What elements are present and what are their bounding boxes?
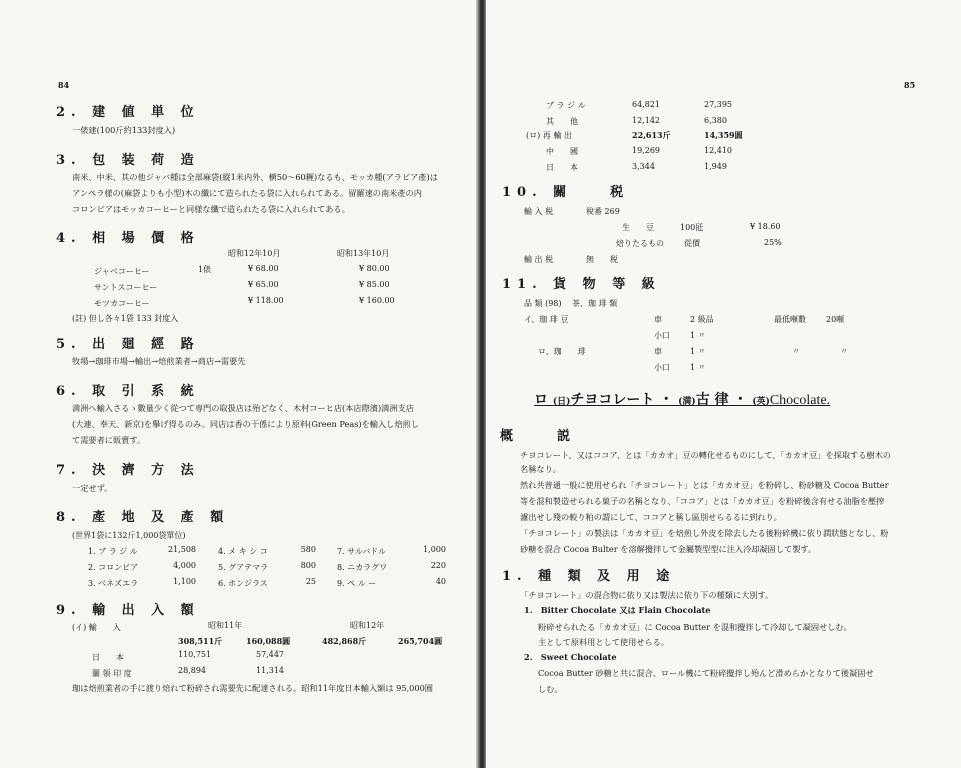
section-heading-5: 5. 出 廻 經 路: [56, 337, 200, 352]
trade-label: (イ) 輸 入: [72, 623, 121, 632]
title-tag-jp: (日): [552, 397, 571, 407]
trade-value: 64,821: [632, 100, 660, 109]
section-heading-2: 2. 建 値 単 位: [56, 105, 200, 120]
price-value: ¥ 65.00: [248, 280, 279, 289]
freight-min-value: 20噸: [826, 315, 845, 324]
production-country: 7. サルバドル: [337, 547, 387, 556]
overview-line: 名稱なり。: [520, 464, 561, 474]
type-title: 1. Bitter Chocolate 又は Flain Chocolate: [524, 605, 711, 615]
price-col-header: 昭和12年10月: [228, 249, 281, 258]
section-heading-8: 8. 產 地 及 產 額: [56, 510, 230, 525]
tariff-unit: 從價: [684, 239, 700, 248]
production-country: 4. メ キ シ コ: [218, 547, 268, 556]
production-value: 800: [300, 561, 316, 570]
price-value: ¥ 80.00: [359, 264, 390, 273]
trade-value: 12,410: [704, 146, 732, 155]
trade-value: 19,269: [632, 146, 660, 155]
trade-value: 11,314: [256, 666, 284, 675]
production-country: 8. ニカラグワ: [337, 563, 388, 572]
trade-total: 160,088圓: [246, 636, 291, 646]
trade-value: 57,447: [256, 650, 284, 659]
trade-row-name: 蘭 領 印 度: [92, 669, 132, 678]
right-page: [486, 0, 961, 768]
type-line: Cocoa Butter 砂糖と共に混合、ロール機にて粉碎攪拌し殆んど滑めらかとなりて後凝固せ: [538, 668, 874, 678]
price-row-name: サントスコーヒー: [94, 283, 158, 292]
section-text-2: 一俵建(100斤約133封度入): [72, 125, 176, 135]
tariff-item: 生 豆: [622, 223, 654, 232]
section-line: て需要者に販賣す。: [72, 435, 146, 445]
trade-value: 110,751: [178, 650, 212, 659]
type-line: 粉碎せられたる「カカオ豆」に Cocoa Butter を混和攪拌して冷却して凝固せしむ。: [538, 622, 852, 632]
freight-item: ロ、珈 琲: [538, 347, 586, 356]
section-line: (大連、奉天、新京)を擧げ得るのみ。同店は香の干係により原料(Green Peas)を輸入し焙煎し: [72, 419, 419, 429]
title-prefix: ロ: [534, 392, 548, 408]
section-text-5: 牧場→珈琲市場→輸出→焙煎業者→商店→需要先: [72, 356, 246, 366]
overview-line: チヨコレート、又はココア、とは「カカオ」豆の轉化せるものにして、「カカオ豆」を採取する樹木の: [520, 450, 891, 460]
price-value: ¥ 85.00: [359, 280, 390, 289]
trade-value: 12,142: [632, 116, 660, 125]
price-row-name: ジャベコーヒー: [94, 267, 150, 276]
section-heading-11: 11. 貨 物 等 級: [502, 277, 661, 292]
title-name-mn: 古 律: [695, 392, 729, 408]
section-line: 南米、中米、其の他ジャバ種は全部麻袋(縦1米内外、横50～60糎)なるも、モッカ種(アラビア產)は: [72, 172, 438, 182]
section-heading-7: 7. 決 濟 方 法: [56, 463, 200, 478]
overview-line: 濾出せし殘の較り粕の謂にして、ココアと稱し區別せらるるに到れり。: [520, 512, 782, 522]
trade-value: 1,949: [704, 162, 727, 171]
trade-year: 昭和12年: [350, 621, 385, 630]
title-tag-mn: (満): [678, 397, 696, 407]
trade-value: 28,894: [178, 666, 206, 675]
types-intro: 「チヨコレート」の混合物に依り又は製法に依り下の種類に大別す。: [520, 590, 774, 600]
freight-grade: 2 級品: [690, 315, 714, 324]
trade-value: 3,344: [632, 162, 655, 171]
overview-heading: 概 説: [500, 429, 577, 444]
trade-row-name: ブ ラ ジ ル: [546, 101, 586, 110]
page-number: 84: [58, 80, 70, 90]
trade-row-name: 其 他: [546, 117, 578, 126]
section-heading-9: 9. 輸 出 入 額: [56, 603, 200, 618]
production-value: 4,000: [173, 561, 196, 570]
price-value: ¥ 118.00: [248, 296, 284, 305]
type-line: しむ。: [538, 684, 563, 694]
title-name-en: Chocolate.: [769, 393, 831, 408]
section-line: アンペラ様の(麻袋よりも小型)木の纖にて造られたる袋に入れられてある。留羅速の南米產の内: [72, 188, 422, 198]
production-value: 25: [305, 577, 316, 586]
section-line: 満洲へ輸入さるゝ數量少く從つて専門の取扱店は殆どなく、木村コーヒ店(本店際濱)満洲支店: [72, 403, 414, 413]
production-value: 21,508: [168, 545, 196, 554]
trade-value: 14,359圓: [704, 130, 743, 140]
chocolate-title: ロ (日)チヨコレート ・ (満)古 律 ・ (英)Chocolate.: [534, 392, 831, 408]
production-country: 6. ホンジラス: [218, 579, 268, 588]
trade-value: 22,613斤: [632, 130, 671, 140]
trade-year: 昭和11年: [208, 621, 243, 630]
trade-value: 27,395: [704, 100, 732, 109]
freight-grade: 1 〃: [690, 363, 706, 372]
overview-line: 等を混和製造せられる菓子の名稱となり、「ココア」とは「カカオ豆」を粉碎後含有せる油脂を壓搾: [520, 496, 885, 506]
production-country: 5. グアテマラ: [218, 563, 269, 572]
production-country: 3. ベネズエラ: [88, 579, 139, 588]
freight-category: 品 類 (98) 茶、珈 琲 類: [524, 299, 618, 308]
title-name-jp: チヨコレート: [570, 392, 655, 408]
overview-line: 砂糖を混合 Cocoa Bulter を溶解攪拌して金屬製型型に注入冷却凝固して製す。: [520, 544, 817, 554]
tariff-item: 焙りたるもの: [616, 239, 664, 248]
tariff-label: 輸 入 税: [524, 207, 554, 216]
trade-row-name: 日 本: [546, 163, 578, 172]
overview-line: 然れ共普通一般に使用せられ「チヨコレート」とは「カカオ豆」を粉碎し、粉砂糖及 Cocoa Butter: [520, 480, 889, 490]
production-value: 40: [435, 577, 446, 586]
section-heading-10: 10. 關 税: [502, 185, 630, 200]
freight-min-value: 〃: [840, 347, 848, 356]
production-value: 1,100: [173, 577, 196, 586]
freight-grade: 1 〃: [690, 347, 706, 356]
overview-line: 「チヨコレート」の製法は「カカオ豆」を焙煎し外皮を除去したる後粉碎機に依り潤狀態となし、粉: [520, 528, 889, 538]
production-note: (世界1袋に132斤1,000袋單位): [72, 531, 186, 540]
freight-min-label: 最低噸數: [774, 315, 806, 324]
section-line: コロンビアはモッカコーヒーと同様な纖で造られたる袋に入れられてある。: [72, 204, 350, 214]
trade-total: 482,868斤: [322, 636, 367, 646]
production-value: 580: [300, 545, 316, 554]
trade-total: 308,511斤: [178, 636, 223, 646]
section-text-7: 一定せず。: [72, 483, 113, 493]
price-row-unit: 1俵: [198, 265, 212, 274]
price-row-name: モツカコーヒー: [94, 299, 150, 308]
freight-mode: 車: [654, 315, 662, 324]
section-heading-6: 6. 取 引 系 統: [56, 384, 200, 399]
tariff-rate: 25%: [764, 238, 782, 247]
production-country: 2. コロンビア: [88, 563, 139, 572]
freight-grade: 1 〃: [690, 331, 706, 340]
trade-row-name: (ロ) 再 輸 出: [526, 131, 572, 140]
price-value: ¥ 68.00: [248, 264, 279, 273]
freight-min-label: 〃: [792, 347, 800, 356]
tariff-label: 輸 出 税: [524, 255, 554, 264]
trade-row-name: 日 本: [92, 653, 124, 662]
section-line: 珈は焙煎業者の手に渡り焙れて粉碎され需要先に配達される。昭和11年度日本輸入額は 95,000圓: [72, 683, 433, 693]
tariff-item: 無 税: [586, 255, 618, 264]
trade-row-name: 中 國: [546, 147, 578, 156]
freight-mode: 小口: [654, 331, 670, 340]
section-heading-types: 1. 種 類 及 用 途: [502, 569, 676, 584]
tariff-unit: 100瓩: [680, 223, 704, 232]
type-line: 主として原料用として使用せらる。: [538, 637, 670, 647]
price-note: (註) 但し各々1袋 133 封度入: [72, 314, 179, 323]
freight-item: イ、珈 琲 豆: [524, 315, 569, 324]
page-number: 85: [904, 80, 916, 90]
production-country: 1. ブ ラ ジ ル: [88, 547, 138, 556]
trade-total: 265,704圓: [398, 636, 443, 646]
trade-value: 6,380: [704, 116, 727, 125]
production-value: 220: [430, 561, 446, 570]
production-value: 1,000: [423, 545, 446, 554]
section-heading-3: 3. 包 装 荷 造: [56, 153, 200, 168]
production-country: 9. ペ ル ー: [337, 579, 377, 588]
title-tag-en: (英): [752, 397, 770, 407]
tariff-rate: ¥ 18.60: [750, 222, 781, 231]
freight-mode: 小口: [654, 363, 670, 372]
left-page: [0, 0, 478, 768]
type-title: 2. Sweet Chocolate: [524, 652, 617, 662]
freight-mode: 車: [654, 347, 662, 356]
price-col-header: 昭和13年10月: [337, 249, 390, 258]
tariff-item: 稅番 269: [586, 207, 620, 216]
section-heading-4: 4. 相 場 價 格: [56, 231, 200, 246]
price-value: ¥ 160.00: [359, 296, 395, 305]
